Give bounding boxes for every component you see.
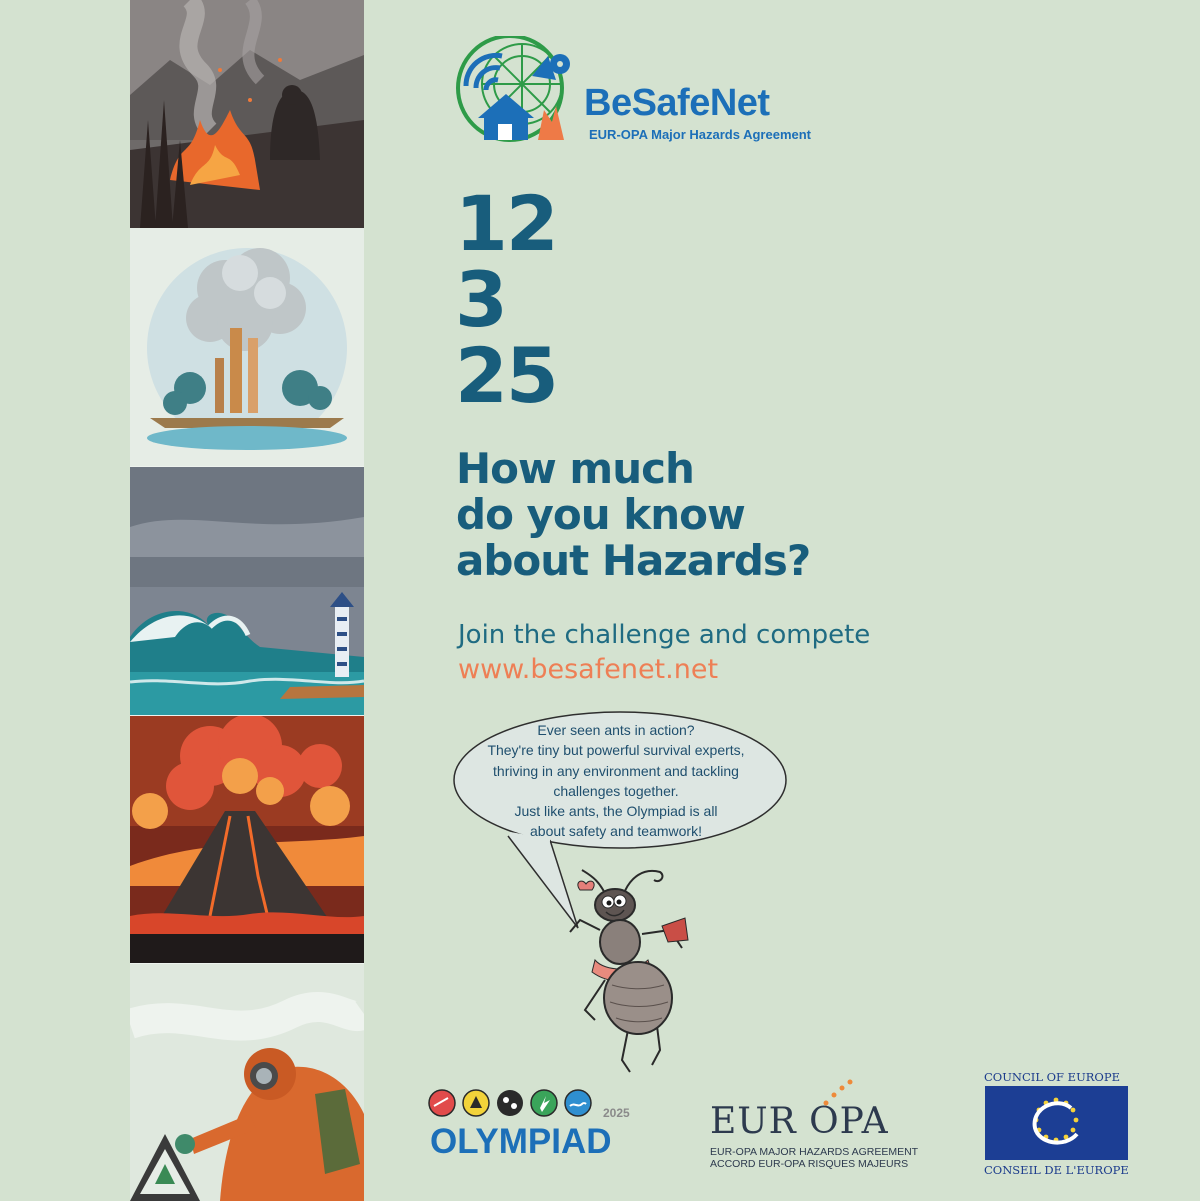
hazmat-worker-illustration (130, 964, 364, 1201)
date-day: 12 (455, 179, 557, 268)
website-link[interactable]: www.besafenet.net (458, 654, 719, 685)
europa-line-1: EUR-OPA MAJOR HAZARDS AGREEMENT (710, 1146, 919, 1158)
brand-subtitle: EUR-OPA Major Hazards Agreement (589, 127, 812, 142)
brand-name: BeSafeNet (584, 82, 770, 124)
volcano-illustration (130, 716, 364, 964)
europa-line-2: ACCORD EUR-OPA RISQUES MAJEURS (710, 1158, 909, 1170)
speech-line: Just like ants, the Olympiad is all (514, 803, 718, 820)
coe-title-fr: CONSEIL DE L'EUROPE (984, 1163, 1129, 1177)
speech-bubble-text (463, 720, 769, 842)
headline-line: do you know (456, 490, 745, 539)
headline-line: about Hazards? (456, 536, 811, 585)
ant-mascot-icon (560, 860, 700, 1080)
headline-line: How much (456, 444, 694, 493)
wildfire-illustration (130, 0, 364, 228)
besafenet-logo (452, 36, 812, 146)
speech-line: thriving in any environment and tackling (493, 762, 739, 779)
speech-line: Ever seen ants in action? (537, 722, 695, 738)
date-month: 3 (455, 255, 506, 344)
cta-text: Join the challenge and compete (458, 620, 871, 650)
speech-line: They're tiny but powerful survival experts, (487, 742, 745, 759)
coe-title-en: COUNCIL OF EUROPE (984, 1070, 1120, 1084)
speech-line: challenges together. (553, 782, 679, 799)
coe-flag (985, 1086, 1128, 1160)
hazard-illustration-strip (130, 0, 364, 1201)
industrial-pollution-illustration (130, 228, 364, 467)
olympiad-wordmark: OLYMPIAD (430, 1122, 612, 1161)
olympiad-year: 2025 (603, 1106, 630, 1120)
speech-line: about safety and teamwork! (530, 823, 702, 840)
coe-emblem-icon (985, 1086, 1128, 1160)
tsunami-illustration (130, 467, 364, 716)
europa-wordmark: EUR OPA (710, 1101, 889, 1142)
date-year: 25 (455, 331, 557, 420)
headline (456, 446, 916, 584)
